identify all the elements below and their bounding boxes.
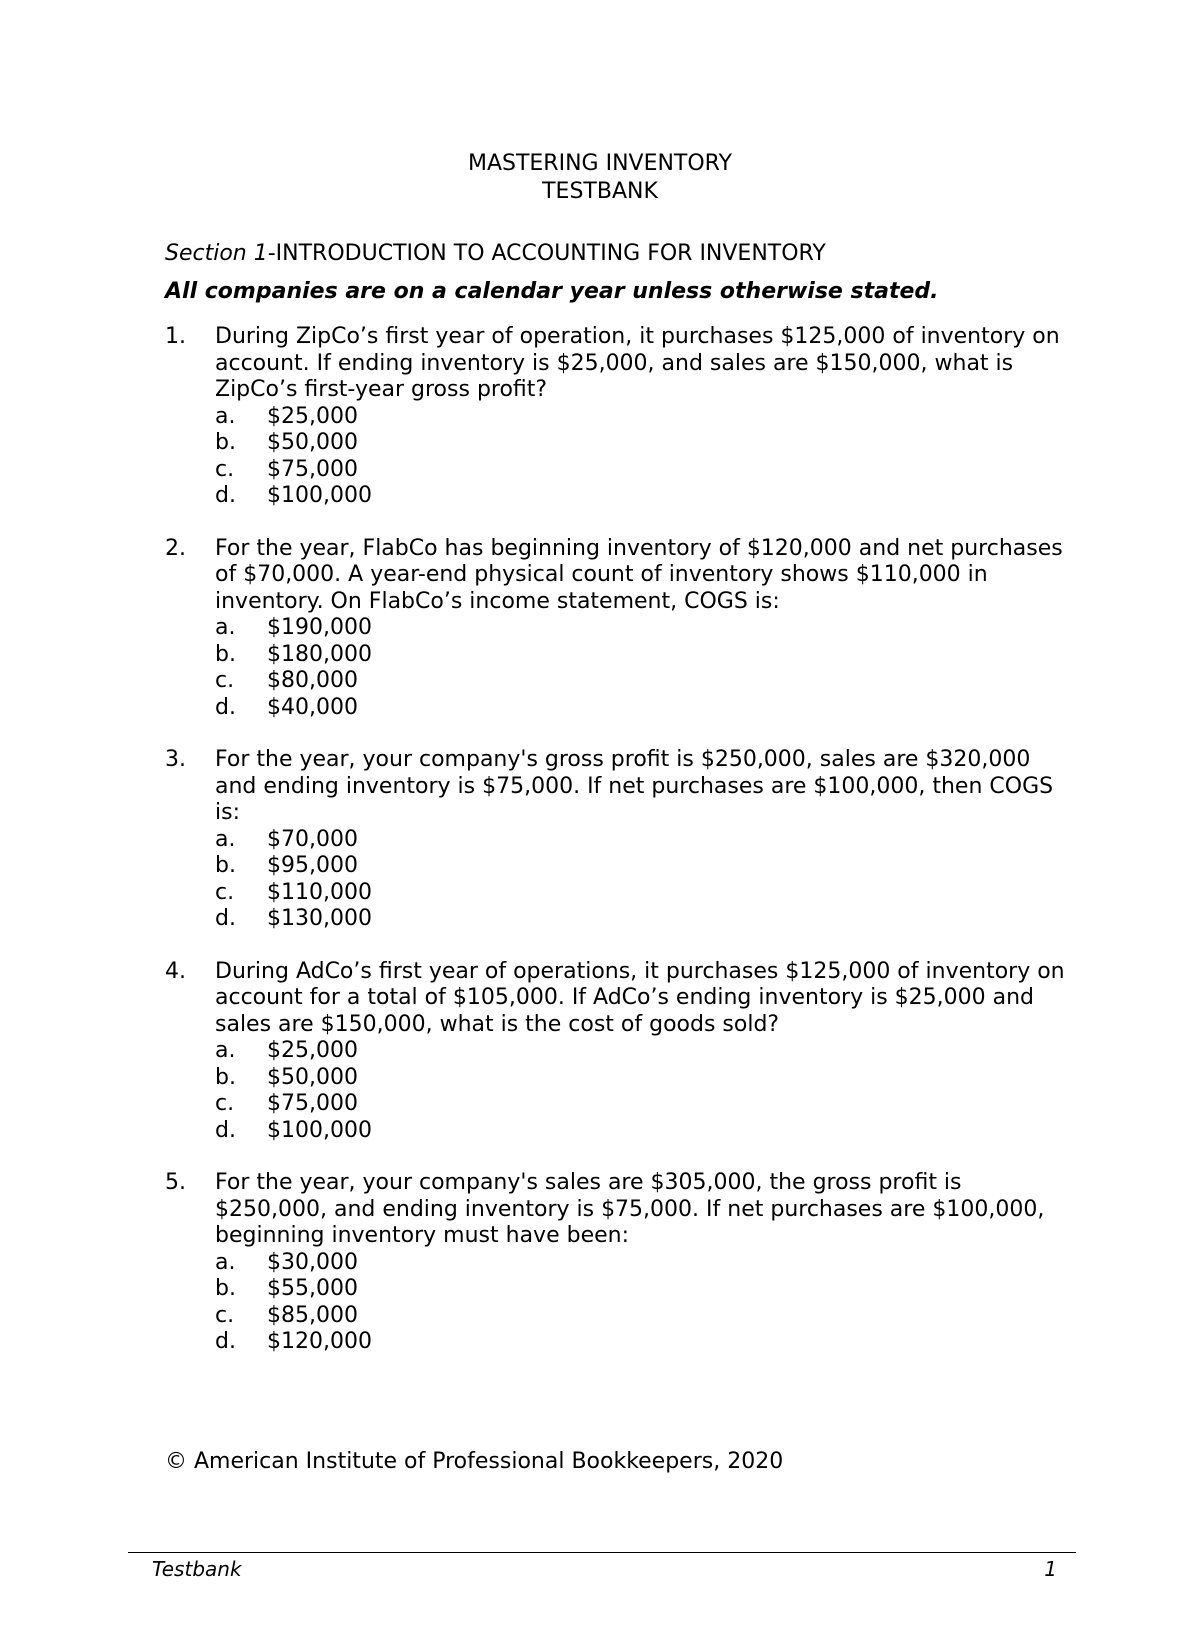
question-item [165,1170,1065,1356]
option-text: $55,000 [267,1276,358,1301]
option-text: $110,000 [267,879,372,905]
option-letter: c. [215,456,235,482]
answer-option [215,1276,1065,1303]
answer-options [215,827,1065,933]
title-line-1: MASTERING INVENTORY [467,151,733,176]
main-content [165,240,1065,1382]
footer-divider [128,1552,1076,1553]
option-letter: b. [215,1276,236,1301]
option-letter: b. [215,1064,236,1090]
section-label: Section 1 [165,241,268,266]
answer-option [215,483,1065,510]
question-number: 2. [165,535,186,561]
answer-option [215,880,1065,907]
answer-option [215,404,1065,431]
option-text: $120,000 [267,1329,372,1354]
option-text: $80,000 [267,668,358,693]
option-text: $100,000 [267,1117,372,1143]
answer-option [215,827,1065,854]
option-letter: d. [215,906,236,931]
option-text: $190,000 [267,615,372,640]
question-list [165,324,1065,1356]
option-letter: d. [215,1329,236,1354]
question-text: For the year, your company's sales are $305,000, the gross profit is $250,000, and ending inventory is $75,000. If net purchases are $100,000, beginning inventory must have been: [215,1170,1045,1248]
option-letter: a. [215,615,236,640]
option-letter: d. [215,483,236,508]
answer-options [215,1038,1065,1144]
option-text: $75,000 [267,1091,358,1116]
answer-option [215,1118,1065,1145]
answer-option [215,668,1065,695]
option-text: $25,000 [267,1038,358,1063]
section-title: -INTRODUCTION TO ACCOUNTING FOR INVENTORY [267,241,826,266]
option-text: $25,000 [267,403,358,429]
answer-option [215,642,1065,669]
question-number: 4. [165,958,186,984]
question-text: For the year, FlabCo has beginning inventory of $120,000 and net purchases of $70,000. A year-end physical count of inventory shows $110,000 in inventory. On FlabCo’s income statement, COGS is: [215,535,1063,614]
page-number: 1 [1044,1557,1057,1581]
answer-option [215,906,1065,933]
option-text: $85,000 [267,1302,358,1328]
question-number: 3. [165,747,186,772]
option-text: $130,000 [267,906,372,931]
option-text: $50,000 [267,1064,358,1090]
answer-options [215,615,1065,721]
option-text: $75,000 [267,456,358,482]
option-letter: b. [215,853,236,878]
question-text: During ZipCo’s first year of operation, it purchases $125,000 of inventory on account. If ending inventory is $25,000, and sales are $150,000, what is ZipCo’s first-year gross profit? [215,324,1060,402]
option-letter: c. [215,1302,235,1328]
option-letter: a. [215,1038,236,1063]
question-number: 1. [165,324,186,349]
answer-option [215,430,1065,457]
answer-option [215,853,1065,880]
footer-label: Testbank [152,1557,242,1581]
option-letter: d. [215,694,236,720]
option-letter: b. [215,641,236,667]
answer-options [215,1250,1065,1356]
option-letter: a. [215,1249,236,1275]
answer-option [215,1038,1065,1065]
option-text: $40,000 [267,694,358,720]
option-letter: a. [215,403,236,429]
answer-option [215,1250,1065,1277]
question-item [165,536,1065,722]
option-text: $30,000 [267,1249,358,1275]
title-line-2: TESTBANK [542,179,658,204]
question-item [165,747,1065,933]
option-letter: c. [215,1091,235,1116]
section-heading [165,240,1065,268]
option-text: $180,000 [267,641,372,667]
option-text: $100,000 [267,483,372,508]
option-letter: b. [215,430,236,455]
answer-option [215,695,1065,722]
answer-option [215,615,1065,642]
option-text: $70,000 [267,826,358,852]
question-text: During AdCo’s first year of operations, it purchases $125,000 of inventory on account for a total of $105,000. If AdCo’s ending inventory is $25,000 and sales are $150,000, what is the cost of goods sold? [215,958,1065,1037]
question-item [165,959,1065,1145]
option-text: $50,000 [267,430,358,455]
option-letter: a. [215,826,236,852]
answer-options [215,404,1065,510]
answer-option [215,1303,1065,1330]
option-text: $95,000 [267,853,358,878]
question-item [165,324,1065,510]
option-letter: d. [215,1117,236,1143]
question-number: 5. [165,1170,186,1195]
answer-option [215,1065,1065,1092]
answer-option [215,457,1065,484]
option-letter: c. [215,879,235,905]
document-title [0,150,1200,206]
question-text: For the year, your company's gross profit is $250,000, sales are $320,000 and ending inventory is $75,000. If net purchases are $100,000, then COGS is: [215,747,1054,825]
answer-option [215,1091,1065,1118]
answer-option [215,1329,1065,1356]
section-note: All companies are on a calendar year unless otherwise stated. [165,279,939,304]
option-letter: c. [215,668,235,693]
copyright-notice: © American Institute of Professional Bookkeepers, 2020 [165,1449,784,1474]
